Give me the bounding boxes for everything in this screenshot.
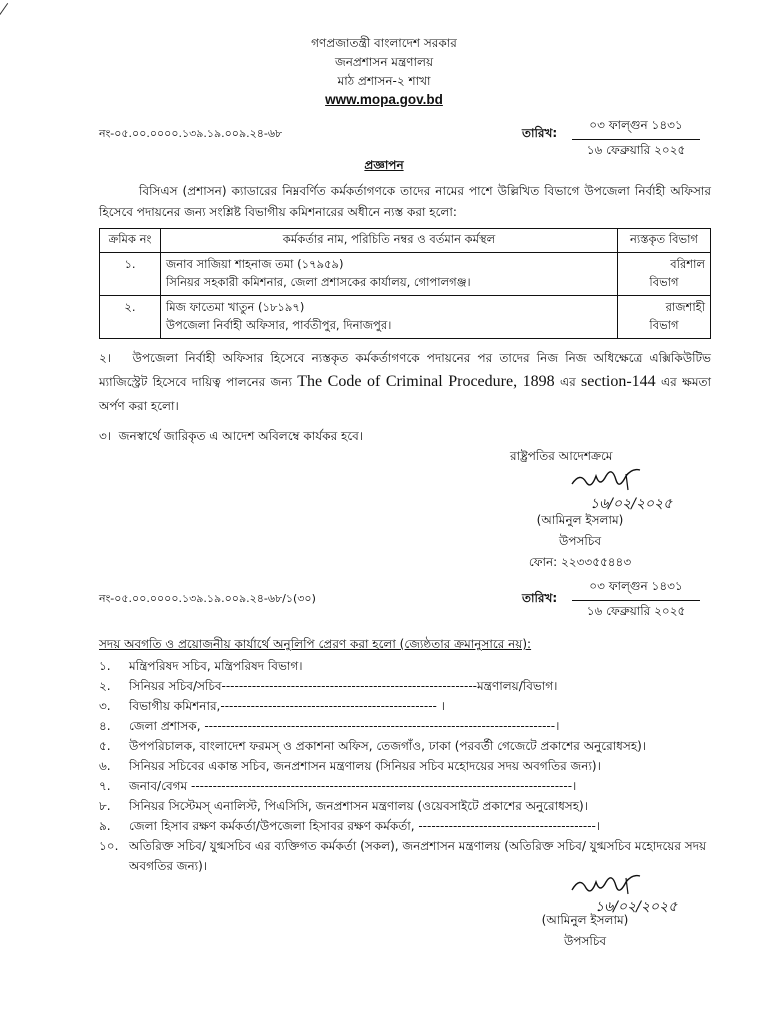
row-officer — [161, 296, 618, 339]
paragraph-text: এর — [559, 375, 576, 389]
paragraph-number: ৩। — [99, 429, 112, 443]
header-serial: ক্রমিক নং — [100, 229, 161, 253]
date-label: তারিখ: — [522, 126, 558, 140]
header-division: ন্যস্তকৃত বিভাগ — [618, 229, 711, 253]
table-header-row — [100, 229, 711, 253]
memo-date — [572, 117, 700, 162]
list-item: ২. সিনিয়র সচিব/সচিব-----------------------------------------------------------মন্ত্রণালয়/বিভাগ। — [99, 679, 558, 693]
posting-table — [99, 228, 711, 339]
signatory-designation: উপসচিব — [563, 934, 606, 948]
list-item: ৩. বিভাগীয় কমিশনার,-------------------------------------------------- । — [99, 699, 445, 713]
division-word: বিভাগ — [649, 318, 679, 332]
date-bangla: ০৩ ফাল্গুন ১৪৩১ — [572, 117, 700, 140]
paragraph-2 — [99, 346, 711, 418]
ministry-name: জনপ্রশাসন মন্ত্রণালয় — [334, 55, 434, 69]
paragraph-text: এর ক্ষমতা অর্পণ করা হলো। — [99, 375, 711, 413]
paragraph-number: ২। — [99, 351, 112, 365]
officer-post: উপজেলা নির্বাহী অফিসার, পার্বতীপুর, দিনাজপুর। — [166, 318, 392, 332]
law-title: The Code of Criminal Procedure, 1898 — [297, 373, 555, 390]
row-officer — [161, 253, 618, 296]
signatory-phone: ফোন: ২২৩৩৫৫৪৪৩ — [528, 555, 632, 569]
table-row — [100, 296, 711, 339]
date-english: ১৬ ফেব্রুয়ারি ২০২৫ — [586, 604, 686, 618]
officer-name: জনাব সাজিয়া শাহনাজ তমা (১৭৯৫৯) — [166, 257, 344, 271]
memo-2-reference-number: নং-০৫.০০.০০০০.১৩৯.১৯.০০৯.২৪-৬৮/১(৩০) — [99, 592, 316, 605]
date-bangla: ০৩ ফাল্গুন ১৪৩১ — [572, 578, 700, 601]
row-serial: ১. — [100, 253, 161, 296]
list-item: ১০. অতিরিক্ত সচিব/ যুগ্মসচিব এর ব্যক্তিগত কর্মকর্তা (সকল), জনপ্রশাসন মন্ত্রণালয় (অতিরিক্ত সচিব/ যুগ্মসচিব মহোদয়ের সদয় অবগতির জন্য)। — [99, 839, 707, 873]
row-division — [618, 296, 711, 339]
officer-name: মিজ ফাতেমা খাতুন (১৮১৯৭) — [166, 300, 305, 314]
copy-distribution-list — [99, 656, 709, 876]
memo-2-date — [572, 578, 700, 623]
row-division — [618, 253, 711, 296]
list-item: ৪. জেলা প্রশাসক, ---------------------------------------------------------------------------------। — [99, 719, 560, 733]
division-name: বরিশাল — [670, 257, 705, 271]
header-officer: কর্মকর্তার নাম, পরিচিতি নম্বর ও বর্তমান কর্মস্থল — [161, 229, 618, 253]
signatory-name: (আমিনুল ইসলাম) — [541, 913, 629, 927]
law-section: section-144 — [581, 373, 656, 390]
row-serial: ২. — [100, 296, 161, 339]
signatory-designation: উপসচিব — [558, 534, 601, 548]
signature-2-block — [505, 910, 665, 952]
memo-reference-number: নং-০৫.০০.০০০০.১৩৯.১৯.০০৯.২৪-৬৮ — [99, 127, 283, 140]
date-label: তারিখ: — [522, 591, 558, 605]
paragraph-text: জনস্বার্থে জারিকৃত এ আদেশ অবিলম্বে কার্যকর হবে। — [118, 429, 364, 443]
notice-title: প্রজ্ঞাপন — [364, 158, 404, 172]
scan-corner-mark — [0, 3, 20, 23]
copy-distribution-heading: সদয় অবগতি ও প্রয়োজনীয় কার্যার্থে অনুলিপি প্রেরণ করা হলো (জ্যেষ্ঠতার ক্রমানুসারে নয়): — [99, 637, 532, 651]
list-item: ৫. উপপরিচালক, বাংলাদেশ ফরমস্ ও প্রকাশনা অফিস, তেজগাঁও, ঢাকা (পরবর্তী গেজেটে প্রকাশের অনুরোধসহ)। — [99, 739, 647, 753]
signature-2-date: ১৬/০২/২০২৫ — [595, 899, 678, 915]
website-link[interactable]: www.mopa.gov.bd — [325, 92, 443, 107]
division-word: বিভাগ — [649, 275, 679, 289]
intro-paragraph: বিসিএস (প্রশাসন) ক্যাডারের নিম্নবর্ণিত কর্মকর্তাগণকে তাদের নামের পাশে উল্লিখিত বিভাগে উপজেলা নির্বাহী অফিসার হিসেবে পদায়নের জন্য সংশ্লিষ্ট বিভাগীয় কমিশনারের অধীনে ন্যস্ত করা হলো: — [99, 184, 711, 219]
officer-post: সিনিয়র সহকারী কমিশনার, জেলা প্রশাসকের কার্যালয়, গোপালগঞ্জ। — [166, 275, 471, 289]
list-item: ৬. সিনিয়র সচিবের একান্ত সচিব, জনপ্রশাসন মন্ত্রণালয় (সিনিয়র সচিব মহোদয়ের সদয় অবগতির জন্য)। — [99, 759, 601, 773]
list-item: ৮. সিনিয়র সিস্টেমস্ এনালিস্ট, পিএসিসি, জনপ্রশাসন মন্ত্রণালয় (ওয়েবসাইটে প্রকাশের অনুরোধসহ)। — [99, 799, 589, 813]
government-name: গণপ্রজাতন্ত্রী বাংলাদেশ সরকার — [311, 36, 457, 50]
date-english: ১৬ ফেব্রুয়ারি ২০২৫ — [586, 143, 686, 157]
signatory-name: (আমিনুল ইসলাম) — [536, 513, 624, 527]
paragraph-3 — [99, 428, 363, 448]
division-name: রাজশাহী — [665, 300, 705, 314]
order-line: রাষ্ট্রপতির আদেশক্রমে — [510, 449, 613, 463]
list-item: ৭. জনাব/বেগম ----------------------------------------------------------------------------------------। — [99, 779, 577, 793]
section-name: মাঠ প্রশাসন-২ শাখা — [337, 74, 431, 88]
paragraph-text: উপজেলা নির্বাহী অফিসার হিসেবে ন্যস্তকৃত কর্মকর্তাগণকে পদায়নের পর তাদের নিজ নিজ অধিক্ষেত্রে এক্সিকিউটিভ ম্যাজিস্ট্রেট হিসেবে দায়িত্ব পালনের জন্য — [99, 351, 711, 389]
signature-1-block — [500, 510, 660, 573]
list-item: ৯. জেলা হিসাব রক্ষণ কর্মকর্তা/উপজেলা হিসাবর রক্ষণ কর্মকর্তা, -----------------------------------------। — [99, 819, 601, 833]
signature-1-date: ১৬/০২/২০২৫ — [590, 496, 673, 512]
table-row — [100, 253, 711, 296]
list-item: ১. মন্ত্রিপরিষদ সচিব, মন্ত্রিপরিষদ বিভাগ। — [99, 659, 303, 673]
